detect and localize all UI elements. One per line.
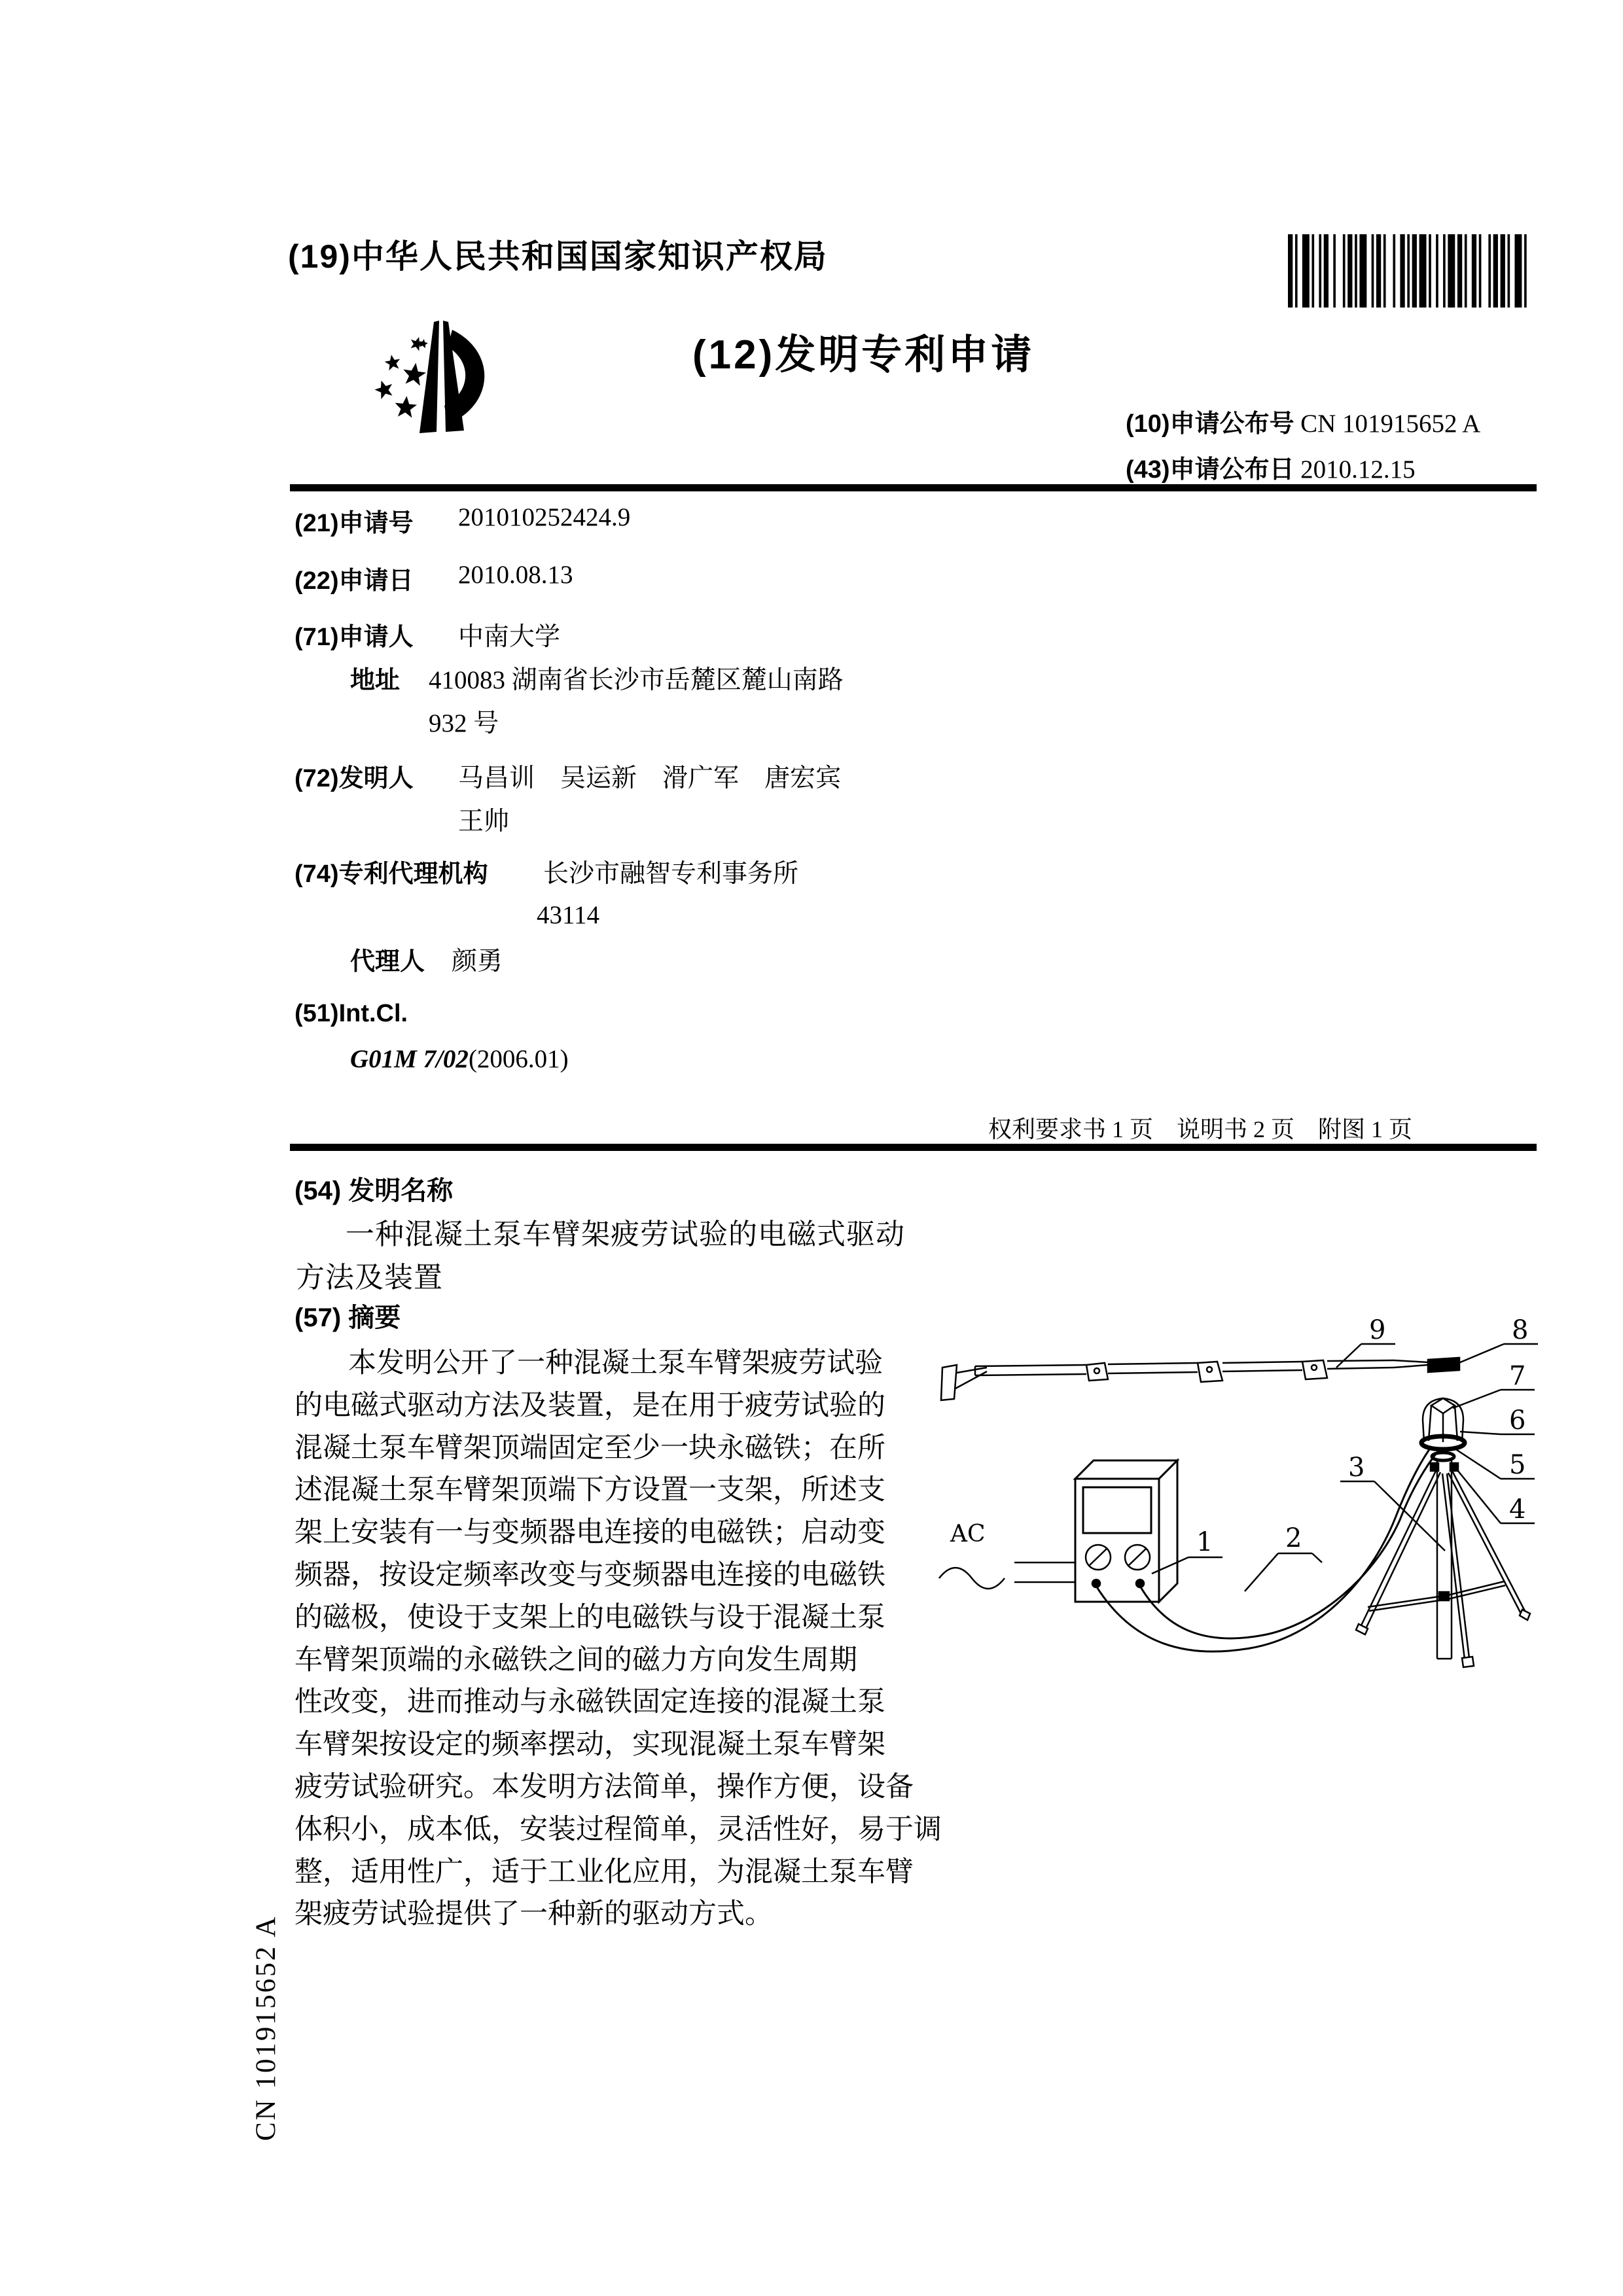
permanent-magnet [1428,1358,1459,1372]
logo-tower-left [419,321,439,433]
abstract-line: 疲劳试验研究。本发明方法简单，操作方便，设备 [294,1771,914,1803]
publication-number-value: CN 101915652 A [1300,410,1481,438]
issuing-office: (19)中华人民共和国国家知识产权局 [288,238,828,275]
address-label: 地址 [350,667,401,694]
logo-star-3 [383,353,401,371]
application-number-value: 201010252424.9 [458,503,631,531]
abstract-line: 车臂架顶端的永磁铁之间的磁力方向发生周期 [294,1644,857,1676]
ref-label-8: 8 [1512,1315,1529,1345]
side-publication-code: CN 101915652 A [251,1915,281,2141]
agency-value: 长沙市融智专利事务所 [543,860,799,888]
abstract-line: 的电磁式驱动方法及装置，是在用于疲劳试验的 [294,1390,885,1421]
agent-value: 颜勇 [452,947,503,976]
pages-info: 权利要求书 1 页 说明书 2 页 附图 1 页 [988,1116,1413,1142]
pump-truck-boom [941,1360,1428,1400]
applicant-value: 中南大学 [458,623,561,651]
invention-title-line2: 方法及装置 [296,1262,443,1294]
sipo-logo [357,302,533,446]
address-line1: 410083 湖南省长沙市岳麓区麓山南路 [429,666,844,694]
logo-star-6 [394,395,418,418]
abstract-line: 性改变，进而推动与永磁铁固定连接的混凝土泵 [294,1687,885,1718]
abstract-line: 车臂架按设定的频率摆动，实现混凝土泵车臂架 [294,1729,885,1761]
agency-code: 43114 [537,901,600,929]
header-rule [290,484,1537,491]
ac-label: AC [950,1521,986,1547]
invention-title-line1: 一种混凝土泵车臂架疲劳试验的电磁式驱动 [346,1218,905,1250]
publication-number-label: (10)申请公布号 [1126,410,1294,438]
abstract-line: 本发明公开了一种混凝土泵车臂架疲劳试验 [348,1348,883,1379]
abstract-line: 混凝土泵车臂架顶端固定至少一块永磁铁；在所 [294,1432,885,1464]
body-rule [290,1144,1537,1151]
ac-sine-wave [939,1568,1005,1589]
abstract-section-label: (57) 摘要 [294,1303,401,1332]
ac-source [939,1563,1075,1589]
application-date-label: (22)申请日 [294,567,414,595]
abstract-line: 频器，按设定频率改变与变频器电连接的电磁铁 [294,1559,885,1591]
address-line2: 932 号 [429,709,499,737]
tripod-stand [1356,1460,1530,1667]
ref-label-4: 4 [1509,1494,1526,1525]
abstract-line: 的磁极，使设于支架上的电磁铁与设于混凝土泵 [294,1602,885,1633]
publication-number-line [1126,403,1480,439]
applicant-label: (71)申请人 [294,624,414,651]
barcode [1288,234,1531,308]
application-date-value: 2010.08.13 [458,561,573,589]
publication-date-label: (43)申请公布日 [1126,456,1294,484]
abstract-line: 架疲劳试验提供了一种新的驱动方式。 [294,1899,773,1930]
ref-label-7: 7 [1509,1361,1526,1391]
publication-date-line [1126,449,1416,485]
title-section-label: (54) 发明名称 [294,1176,454,1205]
agency-label: (74)专利代理机构 [294,860,488,888]
document-type: (12)发明专利申请 [692,332,1035,378]
ref-label-2: 2 [1285,1523,1302,1553]
converter-screen [1083,1487,1151,1533]
ref-label-3: 3 [1348,1453,1365,1483]
figure-drawing [936,1302,1571,1669]
abstract-line: 架上安装有一与变频器电连接的电磁铁；启动变 [294,1517,885,1549]
inventors-label: (72)发明人 [294,765,414,792]
ref-label-9: 9 [1369,1315,1386,1345]
frequency-converter [1075,1460,1177,1602]
abstract-lines [294,1343,942,1936]
inventors-line1: 马昌训 吴运新 滑广军 唐宏宾 [458,764,842,792]
abstract-line: 整，适用性广，适于工业化应用，为混凝土泵车臂 [294,1856,914,1888]
logo-star-4 [401,361,427,386]
int-cl-label: (51)Int.Cl. [294,1000,408,1027]
abstract-line: 体积小，成本低，安装过程简单，灵活性好，易于调 [294,1814,942,1845]
logo-star-5 [372,378,395,400]
int-cl-line [350,1044,569,1074]
application-number-label: (21)申请号 [294,510,414,537]
abstract-line: 述混凝土泵车臂架顶端下方设置一支架，所述支 [294,1475,885,1506]
agent-label: 代理人 [350,948,425,976]
int-cl-edition: (2006.01) [468,1045,569,1073]
ref-label-6: 6 [1509,1405,1526,1436]
int-cl-class: G01M 7/02 [350,1045,469,1073]
publication-date-value: 2010.12.15 [1300,455,1416,484]
inventors-line2: 王帅 [458,807,510,836]
ref-label-1: 1 [1196,1527,1213,1557]
ref-label-5: 5 [1509,1450,1526,1480]
